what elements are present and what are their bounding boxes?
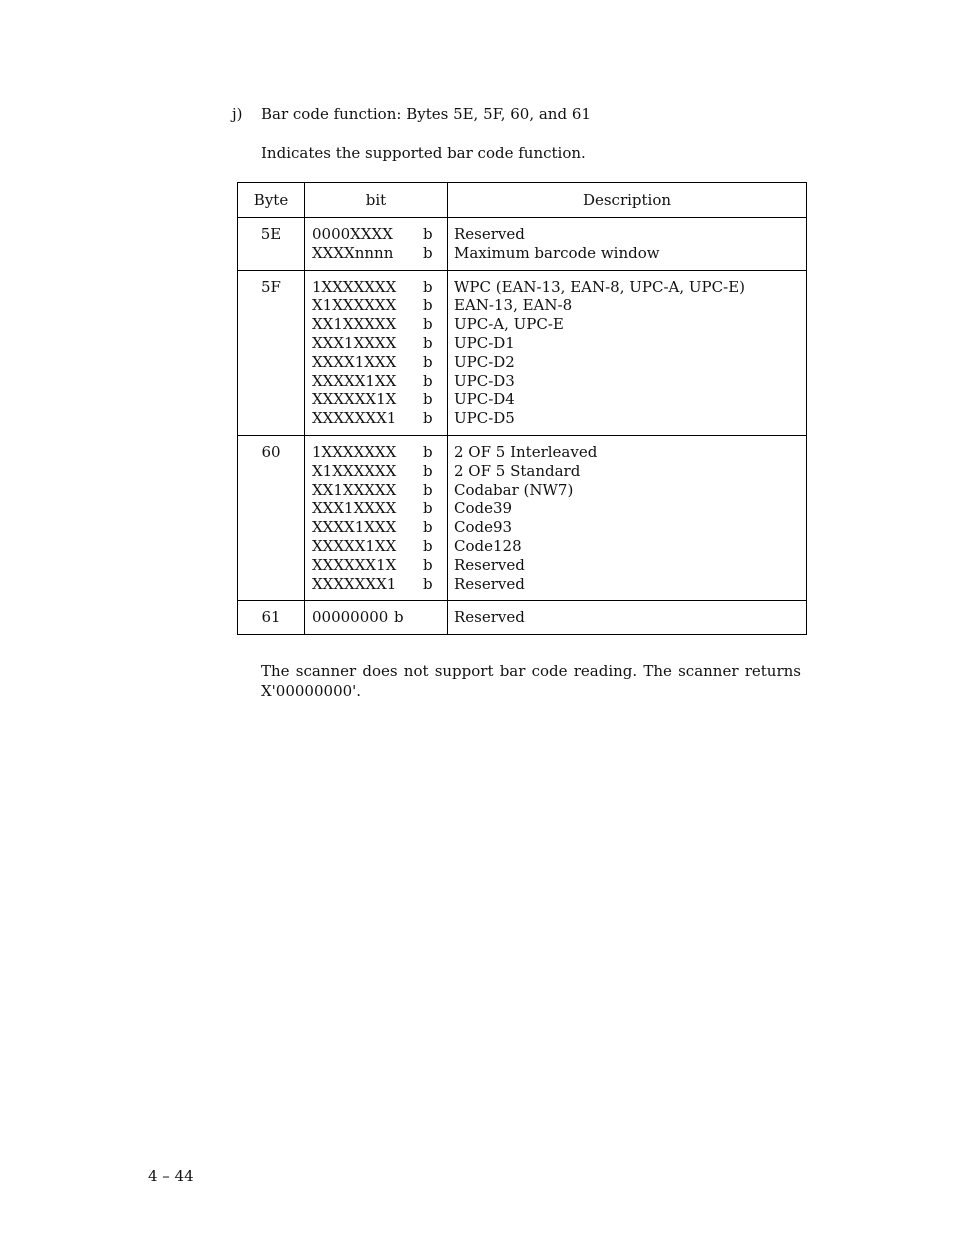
description-text: Reserved (454, 225, 525, 243)
byte-value: 5F (261, 277, 281, 296)
bit-pattern: XXXXXX1X (312, 390, 397, 409)
section-heading (232, 105, 591, 123)
byte-value: 61 (261, 608, 281, 627)
bit-pattern-line (312, 390, 447, 409)
bit-pattern: XXXXX1XX (312, 536, 397, 555)
bit-pattern: 1XXXXXXX (312, 277, 397, 296)
note-paragraph: The scanner does not support bar code reading. The scanner returns X'00000000'. (261, 662, 801, 700)
heading-text: Bar code function: Bytes 5E, 5F, 60, and 61 (261, 105, 591, 123)
description-text: WPC (EAN-13, EAN-8, UPC-A, UPC-E) (454, 277, 745, 296)
binary-suffix: b (423, 390, 433, 409)
bit-pattern: XXXXXXX1 (312, 574, 397, 593)
bit-pattern-line (312, 537, 447, 556)
bit-pattern-line (312, 225, 447, 244)
table-row (238, 270, 807, 435)
bit-pattern: 00000000 (312, 608, 389, 627)
description-text: Maximum barcode window (454, 243, 660, 262)
description-text: UPC-D5 (454, 409, 515, 428)
bit-pattern: XXXX1XXX (312, 518, 397, 537)
description-cell (448, 601, 807, 635)
intro-text: Indicates the supported bar code function. (261, 144, 586, 162)
binary-suffix: b (423, 225, 433, 243)
bit-pattern-line (312, 315, 447, 334)
bit-pattern-line (312, 353, 447, 372)
bit-pattern-line (312, 409, 447, 428)
bit-pattern: XXXXnnnn (312, 243, 394, 262)
bit-pattern: X1XXXXXX (312, 461, 397, 480)
bit-pattern-line (312, 481, 447, 500)
bit-pattern-line (312, 334, 447, 353)
bit-pattern-line (312, 296, 447, 315)
description-text: Reserved (454, 555, 525, 574)
description-text: UPC-A, UPC-E (454, 315, 564, 334)
bit-cell (305, 218, 448, 271)
description-text: UPC-D2 (454, 352, 515, 371)
byte-cell (238, 218, 305, 271)
bit-pattern: XXX1XXXX (312, 333, 397, 352)
bit-pattern-line (312, 575, 447, 594)
bit-pattern: X1XXXXXX (312, 296, 397, 315)
bit-pattern: 0000XXXX (312, 225, 393, 243)
description-text: UPC-D4 (454, 390, 515, 409)
page-number: 4 – 44 (148, 1167, 194, 1185)
binary-suffix: b (423, 352, 433, 371)
header-description: Description (448, 183, 807, 218)
table-header-row (238, 183, 807, 218)
byte-cell (238, 601, 305, 635)
bit-cell (305, 270, 448, 435)
binary-suffix: b (423, 461, 433, 480)
bit-pattern-line (312, 443, 447, 462)
description-text: Reserved (454, 608, 525, 627)
bit-pattern: 1XXXXXXX (312, 442, 397, 461)
bit-pattern-line (312, 608, 447, 627)
header-byte: Byte (238, 183, 305, 218)
bar-code-function-table (237, 182, 807, 635)
description-text: Code39 (454, 499, 513, 518)
byte-cell (238, 270, 305, 435)
binary-suffix: b (423, 499, 433, 518)
binary-suffix: b (423, 536, 433, 555)
bit-pattern: XXXX1XXX (312, 352, 397, 371)
table-row (238, 218, 807, 271)
bit-pattern: XXXXXXX1 (312, 409, 397, 428)
binary-suffix: b (423, 371, 433, 390)
description-cell (448, 218, 807, 271)
bit-pattern-line (312, 244, 447, 263)
binary-suffix: b (423, 243, 433, 262)
binary-suffix: b (423, 555, 433, 574)
description-text: 2 OF 5 Interleaved (454, 442, 598, 461)
binary-suffix: b (423, 277, 433, 296)
description-cell (448, 435, 807, 600)
bit-pattern: XXX1XXXX (312, 499, 397, 518)
bit-pattern-line (312, 278, 447, 297)
binary-suffix: b (423, 480, 433, 499)
description-cell (448, 270, 807, 435)
description-text: Code93 (454, 518, 513, 537)
binary-suffix: b (423, 442, 433, 461)
binary-suffix: b (423, 333, 433, 352)
bit-pattern-line (312, 518, 447, 537)
bit-pattern: XXXXXX1X (312, 555, 397, 574)
binary-suffix: b (423, 315, 433, 334)
bit-pattern-line (312, 556, 447, 575)
bit-cell (305, 435, 448, 600)
byte-cell (238, 435, 305, 600)
description-text: UPC-D3 (454, 371, 515, 390)
binary-suffix: b (423, 409, 433, 428)
bit-pattern-line (312, 499, 447, 518)
description-text: UPC-D1 (454, 333, 515, 352)
bit-pattern-line (312, 372, 447, 391)
description-text: Codabar (NW7) (454, 480, 574, 499)
description-text: Reserved (454, 574, 525, 593)
binary-suffix: b (394, 608, 404, 627)
table-row (238, 435, 807, 600)
bit-pattern: XXXXX1XX (312, 371, 397, 390)
bit-pattern: XX1XXXXX (312, 480, 397, 499)
table-row (238, 601, 807, 635)
header-bit: bit (305, 183, 448, 218)
description-text: EAN-13, EAN-8 (454, 296, 573, 315)
binary-suffix: b (423, 518, 433, 537)
byte-value: 60 (261, 442, 281, 461)
description-text: Code128 (454, 536, 522, 555)
binary-suffix: b (423, 296, 433, 315)
bit-pattern-line (312, 462, 447, 481)
list-marker: j) (232, 105, 243, 123)
byte-value: 5E (260, 225, 282, 243)
description-text: 2 OF 5 Standard (454, 461, 581, 480)
bit-cell (305, 601, 448, 635)
binary-suffix: b (423, 574, 433, 593)
bit-pattern: XX1XXXXX (312, 315, 397, 334)
